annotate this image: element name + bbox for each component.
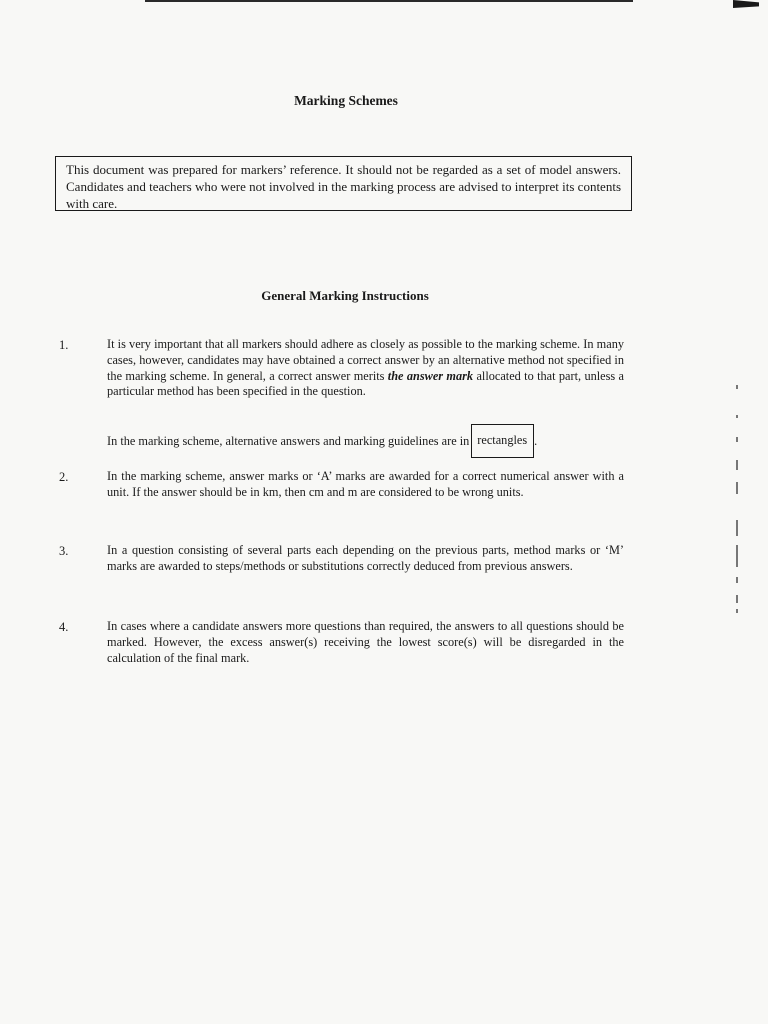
section-title: General Marking Instructions: [261, 288, 429, 303]
instruction-text-part: It is very important that all markers should adhere as closely as possible to the marking scheme. In many cases, however, candidates may have obtained a correct answer by an alternative method not specified in the marking scheme. In general, a correct answer merits: [107, 337, 624, 383]
instruction-text: In a question consisting of several parts each depending on the previous parts, method marks or ‘M’ marks are awarded to steps/methods or substitutions correctly deduced from previous answers.: [107, 543, 624, 573]
instruction-number: 2.: [59, 470, 69, 484]
rectangle-sentence-period: .: [534, 434, 538, 448]
notice-box: This document was prepared for markers’ reference. It should not be regarded as a set of model answers. Candidates and teachers who were not involved in the marking process are advised to interpret its contents with care.: [55, 156, 632, 211]
rectangle-sentence-text: In the marking scheme, alternative answers and marking guidelines are in: [107, 434, 470, 448]
scan-corner-mark: [733, 0, 759, 8]
instruction-number: 3.: [59, 544, 69, 558]
rectangles-boxed-word: rectangles: [471, 424, 534, 458]
page-title: Marking Schemes: [294, 93, 398, 108]
instruction-text-part: allocated to that part, unless a particular method has been specified in the question.: [107, 368, 624, 399]
answer-mark-emphasis: the answer mark: [387, 368, 474, 383]
instruction-text: In cases where a candidate answers more questions than required, the answers to all questions should be marked. However, the excess answer(s) receiving the lowest score(s) will be disregarded in the calculation of the final mark.: [107, 619, 624, 665]
instruction-number: 1.: [59, 338, 69, 352]
scan-margin-specks: [733, 385, 741, 615]
instruction-number: 4.: [59, 620, 69, 634]
scan-top-edge-line: [145, 0, 633, 2]
instruction-text: In the marking scheme, answer marks or ‘A’ marks are awarded for a correct numerical answer with a unit. If the answer should be in km, then cm and m are considered to be wrong units.: [107, 469, 624, 499]
instruction-text: [107, 337, 624, 400]
rectangle-sentence: [107, 425, 537, 459]
